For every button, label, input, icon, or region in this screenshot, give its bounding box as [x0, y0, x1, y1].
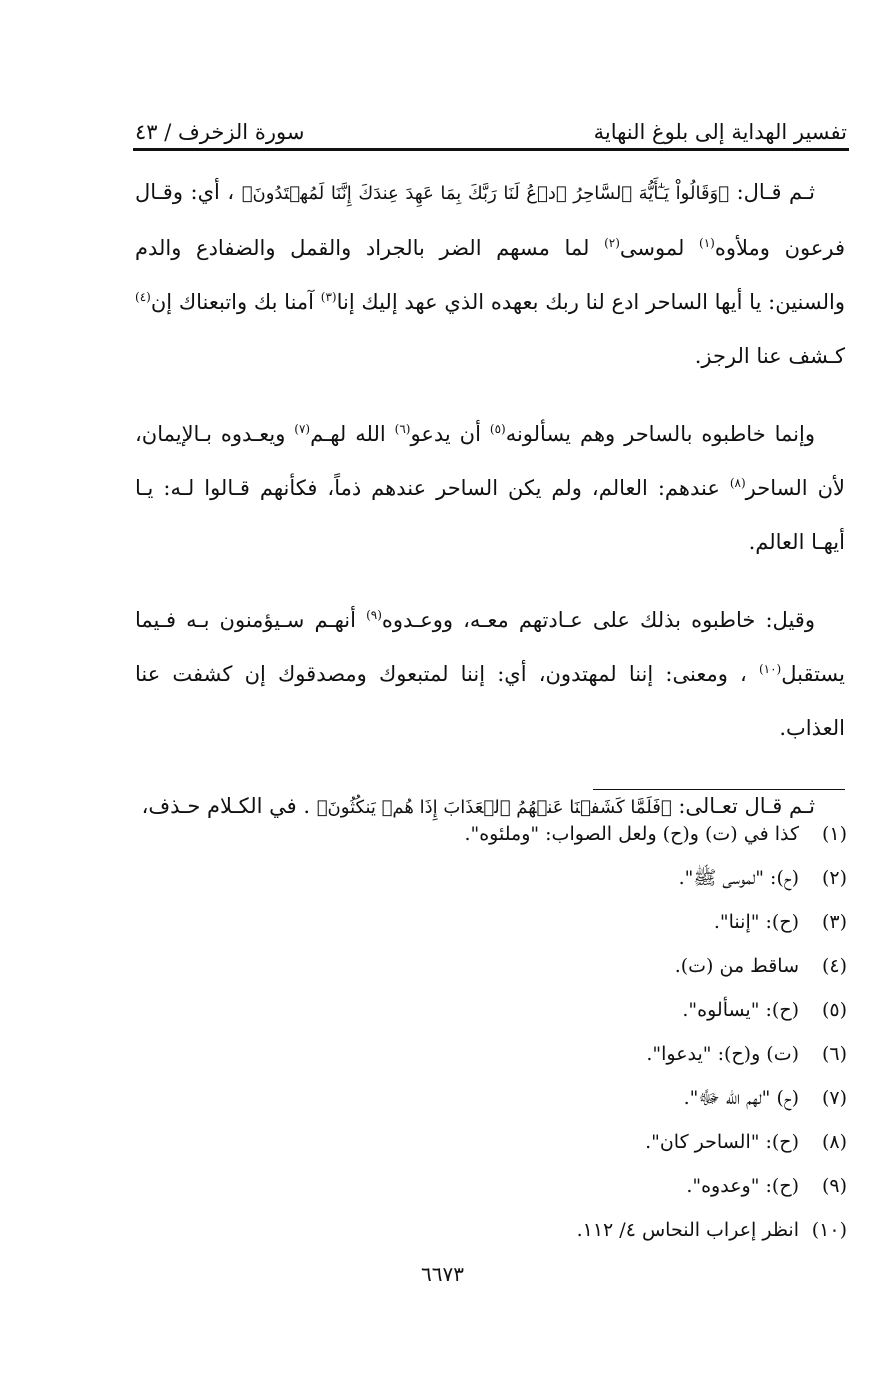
footnote-text: (ت) و(ح): "يدعوا".: [646, 1043, 799, 1065]
footnote-text: (ح): "يسألوه".: [682, 999, 799, 1021]
footnote-number: (٣): [821, 911, 847, 933]
footnote-item: [427, 856, 847, 900]
footnote-text: (ح): "لموسى ﷺ".: [678, 867, 799, 889]
footnote-number: (٥): [821, 999, 847, 1021]
footnote-number: (١): [821, 823, 847, 845]
footnote-number: (٦): [821, 1043, 847, 1065]
footnote-separator: [593, 789, 845, 790]
footnote-text: كذا في (ت) و(ح) ولعل الصواب: "وملئوه".: [464, 823, 799, 845]
footnote-item: [427, 944, 847, 988]
footnote-ref[interactable]: (٢): [604, 236, 620, 250]
main-text: [135, 165, 845, 859]
footnote-ref[interactable]: (٩): [366, 608, 382, 622]
paragraph-4: ثـم قـال تعـالى: ﴿فَلَمَّا كَشَفۡنَا عَنۡهُمُ ٱلۡعَذَابَ إِذَا هُمۡ يَنكُثُونَ﴾ . في الكـلام حـذف،: [141, 794, 815, 818]
footnotes: [427, 812, 847, 1252]
footnote-number: (٢): [821, 867, 847, 889]
footnote-text: (ح): "الساحر كان".: [645, 1131, 799, 1153]
footnote-ref[interactable]: (١): [699, 236, 715, 250]
footnote-text: (ح): "وعدوه".: [686, 1175, 799, 1197]
footnote-number: (٨): [821, 1131, 847, 1153]
footnote-text: (ح): "إننا".: [713, 911, 799, 933]
header-rule: [133, 148, 849, 151]
paragraph-1: ثـم قـال: ﴿وَقَالُواْ يَـٰٓأَيُّهَ ٱلسَّاحِرُ ٱدۡعُ لَنَا رَبَّكَ بِمَا عَهِدَ عِندَكَ إِنَّنَا لَمُهۡتَدُونَ﴾ ، أي: وقـال فرعون وملأوه$^{(١)}$ لموسى$^{(٢)}$ لما مسهم الضر بالجراد والقمل والضفادع والدم والسنين: يا أيها الساحر ادع لنا ربك بعهده الذي عهد إليك إنا$^{(٣)}$ آمنا بك واتبعناك إن$^{(٤)}$ كـشف عنا الرجز.: [135, 180, 845, 368]
footnote-ref[interactable]: (١٠): [758, 662, 782, 676]
surah-page-label: سورة الزخرف / ٤٣: [135, 120, 305, 144]
book-title: تفسير الهداية إلى بلوغ النهاية: [593, 120, 847, 144]
footnote-ref[interactable]: (٤): [135, 290, 151, 304]
footnote-ref[interactable]: (٥): [489, 422, 506, 436]
page-number: ٦٦٧٣: [421, 1262, 464, 1286]
quran-verse: ﴿فَلَمَّا كَشَفۡنَا عَنۡهُمُ ٱلۡعَذَابَ إِذَا هُمۡ يَنكُثُونَ﴾: [316, 797, 672, 818]
footnote-item: [427, 900, 847, 944]
footnote-ref[interactable]: (٧): [294, 422, 311, 436]
footnote-item: [427, 1164, 847, 1208]
footnote-item: [427, 1120, 847, 1164]
footnote-number: (٤): [821, 955, 847, 977]
footnote-ref[interactable]: (٦): [394, 422, 411, 436]
paragraph-2: وإنما خاطبوه بالساحر وهم يسألونه$^{(٥)}$ أن يدعو$^{(٦)}$ الله لهـم$^{(٧)}$ ويعـدوه بـالإيمان، لأن الساحر$^{(٨)}$ عندهم: العالم، ولم يكن الساحر عندهم ذماً، فكأنهم قـالوا لـه: يـا أيهـا العالم.: [135, 422, 845, 554]
footnote-item: [427, 1076, 847, 1120]
footnote-text: انظر إعراب النحاس ٤/ ١١٢.: [576, 1219, 799, 1241]
footnote-text: ساقط من (ت).: [674, 955, 799, 977]
footnote-item: [427, 812, 847, 856]
footnote-ref[interactable]: (٣): [320, 290, 337, 304]
quran-verse: ﴿وَقَالُواْ يَـٰٓأَيُّهَ ٱلسَّاحِرُ ٱدۡعُ لَنَا رَبَّكَ بِمَا عَهِدَ عِندَكَ إِنَّنَا لَمُهۡتَدُونَ﴾: [241, 183, 730, 204]
running-header: [135, 104, 847, 144]
footnote-text: (ح) "لهم الله ﷻ".: [683, 1087, 799, 1109]
footnote-item: [427, 1208, 847, 1252]
footnote-item: [427, 1032, 847, 1076]
paragraph-3: وقيل: خاطبوه بذلك على عـادتهم معـه، ووعـدوه$^{(٩)}$ أنهـم سـيؤمنون بـه فـيما يستقبل$^{(١٠)}$ ، ومعنى: إننا لمهتدون، أي: إننا لمتبعوك ومصدقوك إن كشفت عنا العذاب.: [135, 608, 845, 740]
footnote-ref[interactable]: (٨): [729, 476, 746, 490]
footnote-number: (٧): [821, 1087, 847, 1109]
footnote-item: [427, 988, 847, 1032]
footnote-number: (٩): [821, 1175, 847, 1197]
footnote-number: (١٠): [811, 1219, 847, 1241]
